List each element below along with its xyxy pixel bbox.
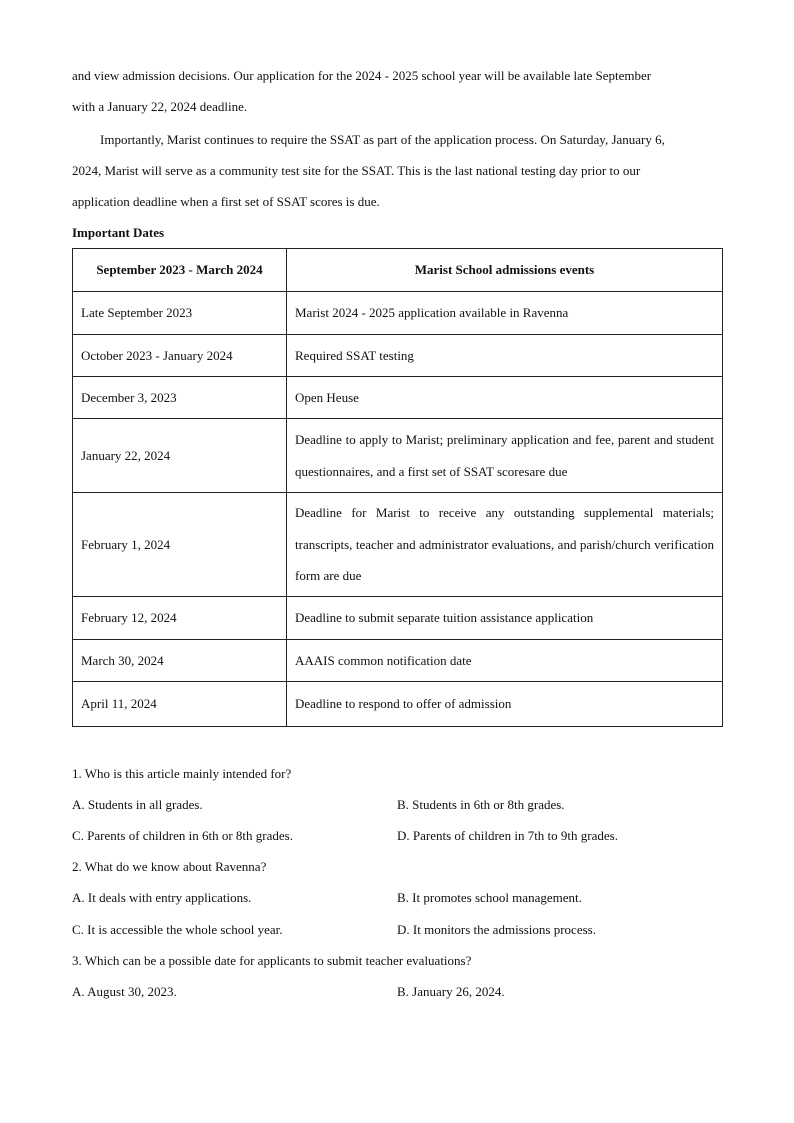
table-cell-event: Deadline to apply to Marist; preliminary application and fee, parent and student questionnaires, and a first set of SSAT scoresare due — [287, 419, 723, 493]
table-header-date: September 2023 - March 2024 — [73, 249, 287, 292]
question-1-option-c: C. Parents of children in 6th or 8th grades. — [72, 828, 293, 843]
intro-p1-line1: and view admission decisions. Our application for the 2024 - 2025 school year will be available late September — [72, 68, 652, 83]
table-cell-date: February 1, 2024 — [73, 493, 287, 597]
question-2-stem: 2. What do we know about Ravenna? — [72, 859, 267, 874]
table-cell-event: Deadline to respond to offer of admission — [287, 682, 723, 727]
table-header-event: Marist School admissions events — [287, 249, 723, 292]
table-cell-date: October 2023 - January 2024 — [73, 335, 287, 377]
table-cell-date: Late September 2023 — [73, 292, 287, 335]
table-cell-event: Deadline for Marist to receive any outstanding supplemental materials; transcripts, teacher and administrator evaluations, and parish/church verification form are due — [287, 493, 723, 597]
table-row — [73, 682, 723, 727]
question-1-option-a: A. Students in all grades. — [72, 797, 203, 812]
table-row — [73, 292, 723, 335]
table-header-row — [73, 249, 723, 292]
question-3-option-a: A. August 30, 2023. — [72, 984, 177, 999]
question-1-option-b: B. Students in 6th or 8th grades. — [397, 797, 565, 812]
intro-p1-line2: with a January 22, 2024 deadline. — [72, 99, 248, 114]
question-1-option-d: D. Parents of children in 7th to 9th grades. — [397, 828, 618, 843]
table-cell-date: January 22, 2024 — [73, 419, 287, 493]
table-cell-event: Marist 2024 - 2025 application available in Ravenna — [287, 292, 723, 335]
question-2-option-a: A. It deals with entry applications. — [72, 890, 252, 905]
table-row — [73, 493, 723, 597]
important-dates-table — [72, 248, 723, 727]
section-heading: Important Dates — [72, 225, 165, 240]
table-cell-event: Deadline to submit separate tuition assistance application — [287, 597, 723, 640]
question-1-stem: 1. Who is this article mainly intended for? — [72, 766, 292, 781]
table-row — [73, 419, 723, 493]
table-cell-date: March 30, 2024 — [73, 640, 287, 682]
question-3-stem: 3. Which can be a possible date for applicants to submit teacher evaluations? — [72, 953, 472, 968]
table-cell-event: AAAIS common notification date — [287, 640, 723, 682]
table-cell-date: April 11, 2024 — [73, 682, 287, 727]
intro-p2-line3: application deadline when a first set of SSAT scores is due. — [72, 194, 380, 209]
table-row — [73, 640, 723, 682]
question-2-option-b: B. It promotes school management. — [397, 890, 582, 905]
table-cell-event: Open Heuse — [287, 377, 723, 419]
intro-p2-line2: 2024, Marist will serve as a community test site for the SSAT. This is the last national testing day prior to our — [72, 163, 641, 178]
question-2-option-c: C. It is accessible the whole school year. — [72, 922, 283, 937]
question-2-option-d: D. It monitors the admissions process. — [397, 922, 596, 937]
table-row — [73, 377, 723, 419]
table-row — [73, 335, 723, 377]
table-row — [73, 597, 723, 640]
table-cell-event: Required SSAT testing — [287, 335, 723, 377]
table-cell-date: February 12, 2024 — [73, 597, 287, 640]
table-cell-date: December 3, 2023 — [73, 377, 287, 419]
intro-p2-line1: Importantly, Marist continues to require the SSAT as part of the application process. On Saturday, January 6, — [100, 132, 665, 147]
question-3-option-b: B. January 26, 2024. — [397, 984, 505, 999]
